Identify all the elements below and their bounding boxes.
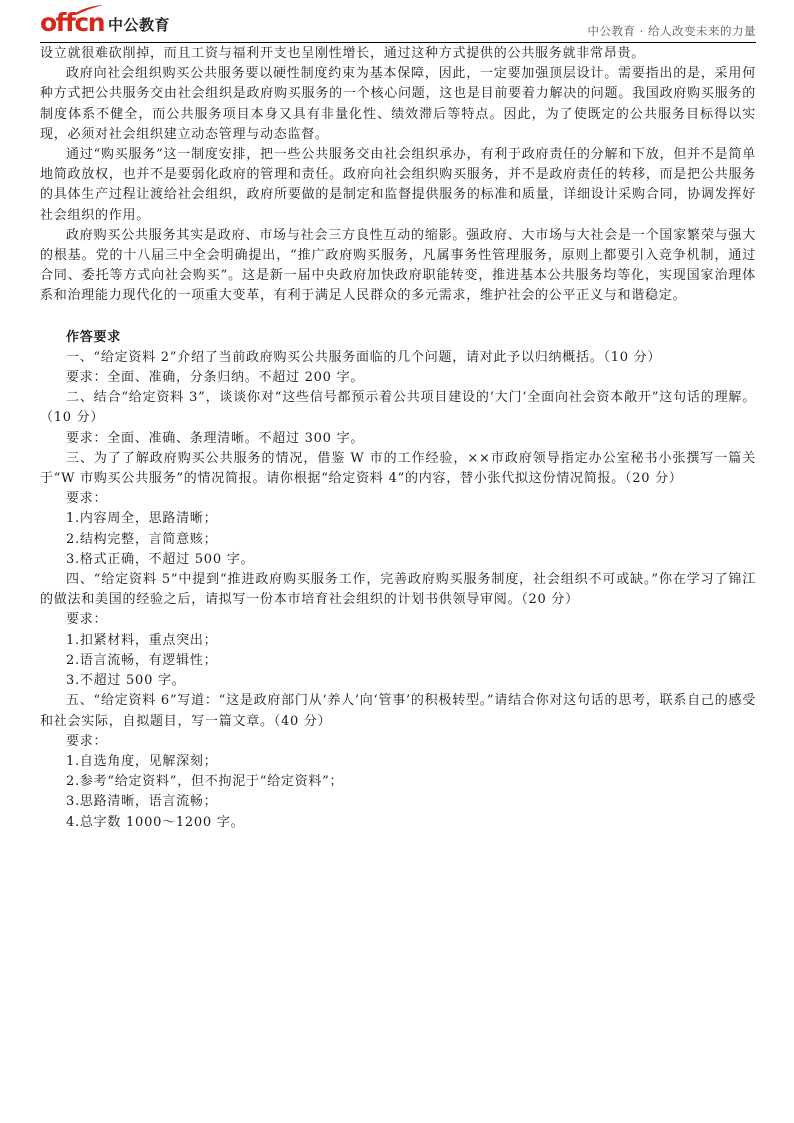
logo-wordmark: offcn xyxy=(40,8,105,37)
question-2-prompt: 二、结合“给定资料 3”，谈谈你对“这些信号都预示着公共项目建设的‘大门’全面向社会资本敞开”这句话的理解。（10 分） xyxy=(40,390,756,426)
requirement-item: 1.扣紧材料，重点突出； xyxy=(66,632,218,648)
section-title-requirements: 作答要求 xyxy=(66,329,122,345)
offcn-logo xyxy=(40,10,170,36)
question-4-prompt: 四、“给定资料 5”中提到“推进政府购买服务工作，完善政府购买服务制度，社会组织不可或缺。”你在学习了锦江的做法和美国的经验之后，请拟写一份本市培育社会组织的计划书供领导审阅。（20 分） xyxy=(40,572,756,608)
requirement-item: 2.参考“给定资料”，但不拘泥于“给定资料”； xyxy=(66,774,344,790)
requirement-item: 2.结构完整，言简意赅； xyxy=(66,531,218,547)
document-body xyxy=(40,44,756,833)
requirement-item: 4.总字数 1000～1200 字。 xyxy=(66,814,245,830)
question-3-prompt: 三、为了了解政府购买公共服务的情况，借鉴 W 市的工作经验，××市政府领导指定办公室秘书小张撰写一篇关于“W 市购买公共服务”的情况简报。请你根据“给定资料 4”的内容，替小张代拟这份情况简报。（20 分） xyxy=(40,450,756,487)
passage-paragraph: 通过“购买服务”这一制度安排，把一些公共服务交由社会组织承办，有利于政府责任的分解和下放，但并不是简单地简政放权，也并不是要弱化政府的管理和责任。政府向社会组织购买服务，并不是政府责任的转移，而是把公共服务的具体生产过程让渡给社会组织，政府所要做的是制定和监督提供服务的标准和质量，详细设计采购合同，协调发挥好社会组织的作用。 xyxy=(40,147,756,223)
requirement-item: 2.语言流畅，有逻辑性； xyxy=(66,652,218,668)
requirement-item: 3.格式正确，不超过 500 字。 xyxy=(66,551,255,567)
question-3-requirement: 要求： xyxy=(66,491,108,507)
question-1-prompt: 一、“给定资料 2”介绍了当前政府购买公共服务面临的几个问题，请对此予以归纳概括。（10 分） xyxy=(66,349,662,365)
passage-paragraph: 政府向社会组织购买公共服务要以硬性制度约束为基本保障，因此，一定要加强顶层设计。需要指出的是，采用何种方式把公共服务交由社会组织是政府购买服务的一个核心问题，这也是目前要着力解决的问题。我国政府购买服务的制度体系不健全，而公共服务项目本身又具有非量化性、绩效滞后等特点。因此，为了使既定的公共服务目标得以实现，必须对社会组织建立动态管理与动态监督。 xyxy=(40,66,756,142)
requirement-item: 3.不超过 500 字。 xyxy=(66,673,186,689)
logo-swoosh-icon xyxy=(70,4,104,16)
question-5-prompt: 五、“给定资料 6”写道：“这是政府部门从‘养人’向‘管事’的积极转型。”请结合你对这句话的思考，联系自己的感受和社会实际，自拟题目，写一篇文章。（40 分） xyxy=(40,693,756,729)
requirement-item: 1.自选角度，见解深刻； xyxy=(66,753,218,769)
question-1-requirement: 要求：全面、准确，分条归纳。不超过 200 字。 xyxy=(66,370,365,386)
question-4-requirement: 要求： xyxy=(66,612,108,628)
logo-chinese-name: 中公教育 xyxy=(108,16,171,34)
requirement-item: 3.思路清晰，语言流畅； xyxy=(66,794,218,810)
passage-paragraph: 设立就很难砍削掉，而且工资与福利开支也呈刚性增长，通过这种方式提供的公共服务就非常昂贵。 xyxy=(40,46,646,61)
requirement-item: 1.内容周全，思路清晰； xyxy=(66,511,218,527)
page-header xyxy=(40,8,756,43)
question-2-requirement: 要求：全面、准确、条理清晰。不超过 300 字。 xyxy=(66,430,365,446)
passage-paragraph: 政府购买公共服务其实是政府、市场与社会三方良性互动的缩影。强政府、大市场与大社会是一个国家繁荣与强大的根基。党的十八届三中全会明确提出，“推广政府购买服务，凡属事务性管理服务，原则上都要引入竞争机制，通过合同、委托等方式向社会购买”。这是新一届中央政府加快政府职能转变，推进基本公共服务均等化，实现国家治理体系和治理能力现代化的一项重大变革，有利于满足人民群众的多元需求，维护社会的公平正义与和谐稳定。 xyxy=(40,227,756,304)
question-5-requirement: 要求： xyxy=(66,733,108,749)
header-slogan: 中公教育 · 给人改变未来的力量 xyxy=(587,24,756,38)
